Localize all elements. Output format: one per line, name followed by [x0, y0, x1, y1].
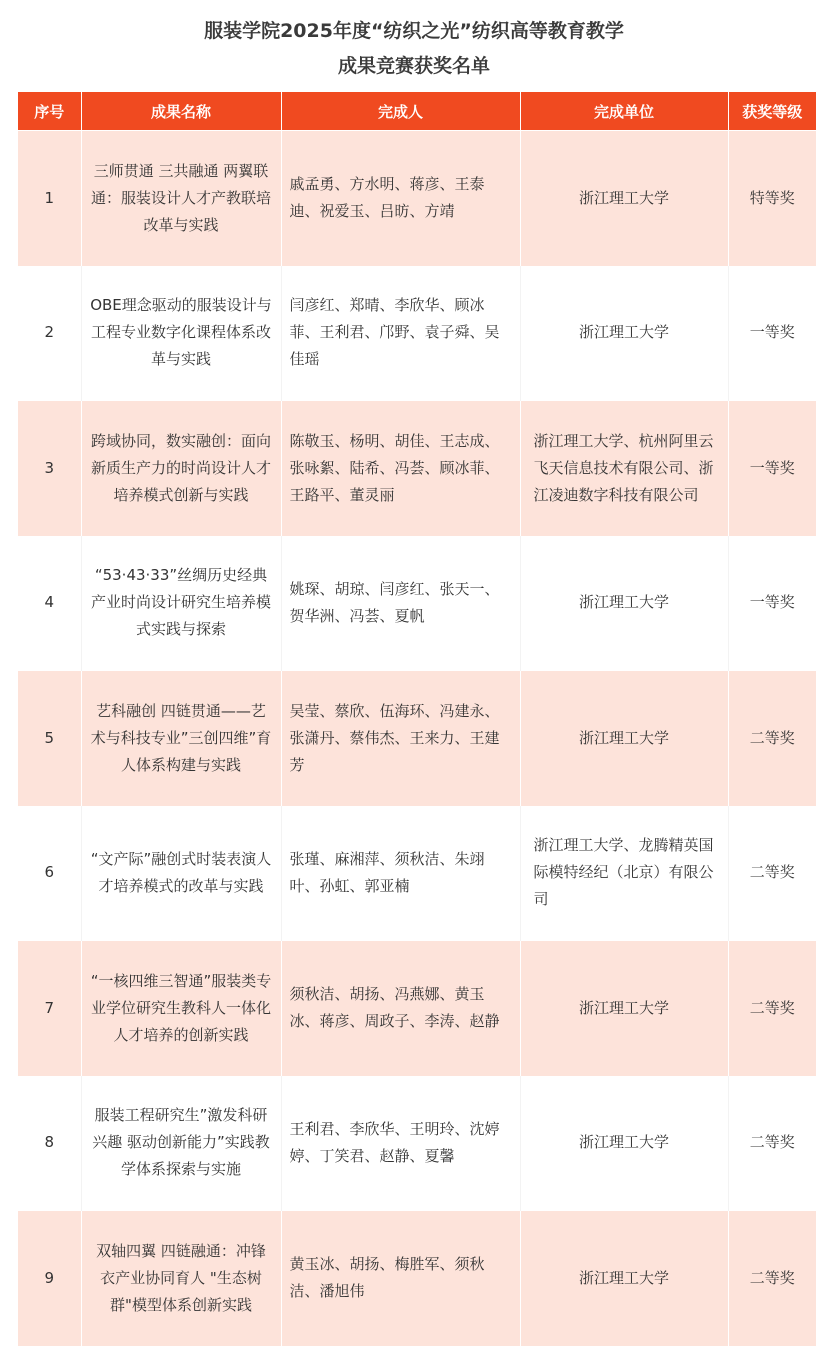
- row-number: 1: [18, 131, 81, 266]
- column-header-unit: 完成单位: [520, 92, 728, 131]
- award-level: 二等奖: [728, 1211, 816, 1346]
- column-header-no: 序号: [18, 92, 81, 131]
- award-table: [18, 92, 816, 1346]
- table-row: [18, 1211, 816, 1346]
- table-header-row: [18, 92, 816, 131]
- team-members: 须秋洁、胡扬、冯燕娜、黄玉冰、蒋彦、周政子、李涛、赵静: [281, 941, 520, 1076]
- institution: 浙江理工大学: [520, 671, 728, 806]
- table-row: [18, 941, 816, 1076]
- row-number: 4: [18, 536, 81, 671]
- institution: 浙江理工大学、杭州阿里云飞天信息技术有限公司、浙江凌迪数字科技有限公司: [520, 401, 728, 536]
- team-members: 黄玉冰、胡扬、梅胜军、须秋洁、潘旭伟: [281, 1211, 520, 1346]
- achievement-title: 服装工程研究生”激发科研兴趣 驱动创新能力”实践教学体系探索与实施: [81, 1076, 281, 1211]
- team-members: 张瑾、麻湘萍、须秋洁、朱翊叶、孙虹、郭亚楠: [281, 806, 520, 941]
- institution: 浙江理工大学: [520, 941, 728, 1076]
- team-members: 陈敬玉、杨明、胡佳、王志成、张咏絮、陆希、冯荟、顾冰菲、王路平、董灵丽: [281, 401, 520, 536]
- title-block: [0, 0, 828, 92]
- award-level: 二等奖: [728, 941, 816, 1076]
- award-level: 一等奖: [728, 401, 816, 536]
- table-row: [18, 536, 816, 671]
- institution: 浙江理工大学: [520, 1211, 728, 1346]
- achievement-title: 跨域协同，数实融创：面向新质生产力的时尚设计人才培养模式创新与实践: [81, 401, 281, 536]
- award-level: 特等奖: [728, 131, 816, 266]
- team-members: 姚琛、胡琼、闫彦红、张天一、贺华洲、冯荟、夏帆: [281, 536, 520, 671]
- team-members: 吴莹、蔡欣、伍海环、冯建永、张潇丹、蔡伟杰、王来力、王建芳: [281, 671, 520, 806]
- team-members: 闫彦红、郑晴、李欣华、顾冰菲、王利君、邝野、袁子舜、吴佳瑶: [281, 266, 520, 401]
- award-level: 二等奖: [728, 1076, 816, 1211]
- institution: 浙江理工大学: [520, 266, 728, 401]
- row-number: 9: [18, 1211, 81, 1346]
- table-row: [18, 266, 816, 401]
- institution: 浙江理工大学: [520, 131, 728, 266]
- achievement-title: 艺科融创 四链贯通——艺术与科技专业”三创四维”育人体系构建与实践: [81, 671, 281, 806]
- achievement-title: “一核四维三智通”服装类专业学位研究生教科人一体化人才培养的创新实践: [81, 941, 281, 1076]
- institution: 浙江理工大学: [520, 536, 728, 671]
- document-title: 服装学院2025年度“纺织之光”纺织高等教育教学: [204, 20, 624, 42]
- achievement-title: OBE理念驱动的服装设计与工程专业数字化课程体系改革与实践: [81, 266, 281, 401]
- column-header-level: 获奖等级: [728, 92, 816, 131]
- award-level: 一等奖: [728, 266, 816, 401]
- achievement-title: “53·43·33”丝绸历史经典产业时尚设计研究生培养模式实践与探索: [81, 536, 281, 671]
- team-members: 戚孟勇、方水明、蒋彦、王泰迪、祝爱玉、吕昉、方靖: [281, 131, 520, 266]
- team-members: 王利君、李欣华、王明玲、沈婷婷、丁笑君、赵静、夏馨: [281, 1076, 520, 1211]
- achievement-title: “文产际”融创式时装表演人才培养模式的改革与实践: [81, 806, 281, 941]
- row-number: 5: [18, 671, 81, 806]
- row-number: 3: [18, 401, 81, 536]
- table-row: [18, 1076, 816, 1211]
- row-number: 8: [18, 1076, 81, 1211]
- award-level: 二等奖: [728, 671, 816, 806]
- achievement-title: 三师贯通 三共融通 两翼联通：服装设计人才产教联培改革与实践: [81, 131, 281, 266]
- column-header-people: 完成人: [281, 92, 520, 131]
- document-subtitle: 成果竞赛获奖名单: [337, 55, 490, 77]
- institution: 浙江理工大学: [520, 1076, 728, 1211]
- achievement-title: 双轴四翼 四链融通：冲锋衣产业协同育人 "生态树群"模型体系创新实践: [81, 1211, 281, 1346]
- column-header-title: 成果名称: [81, 92, 281, 131]
- table-row: [18, 401, 816, 536]
- award-level: 二等奖: [728, 806, 816, 941]
- table-row: [18, 806, 816, 941]
- table-row: [18, 671, 816, 806]
- award-level: 一等奖: [728, 536, 816, 671]
- table-row: [18, 131, 816, 266]
- row-number: 6: [18, 806, 81, 941]
- institution: 浙江理工大学、龙腾精英国际模特经纪（北京）有限公司: [520, 806, 728, 941]
- row-number: 7: [18, 941, 81, 1076]
- row-number: 2: [18, 266, 81, 401]
